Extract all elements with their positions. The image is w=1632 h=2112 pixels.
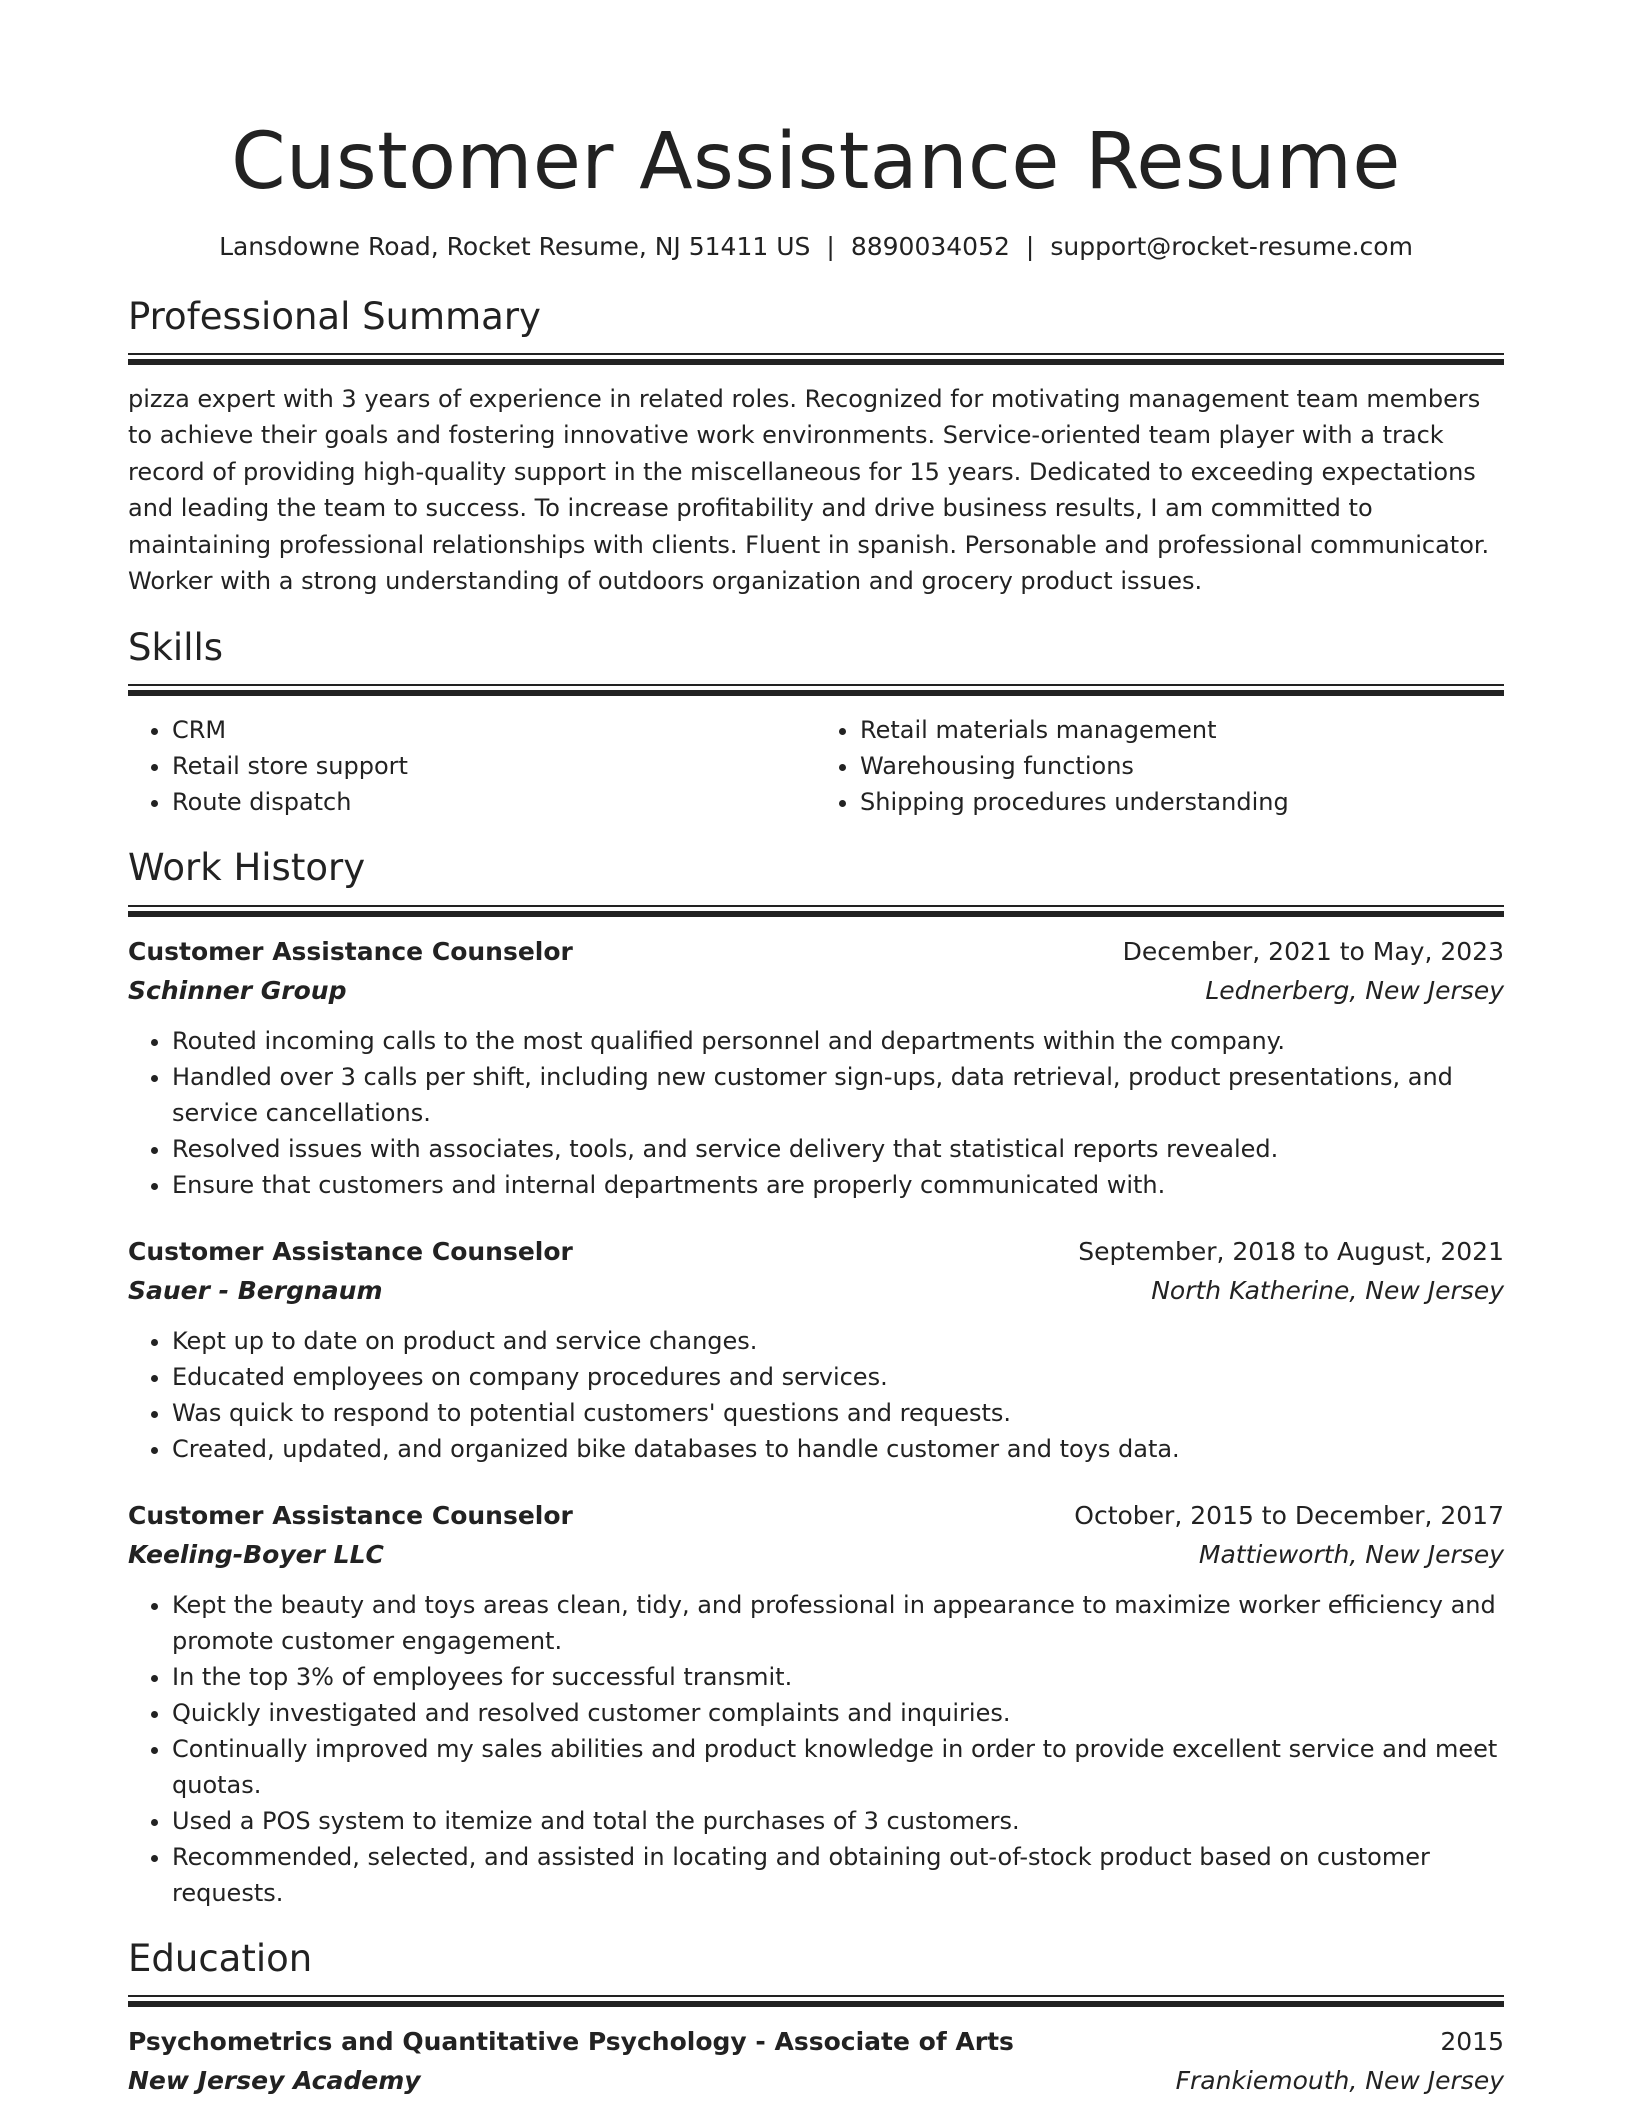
summary-section [128, 295, 1504, 600]
job-title: Customer Assistance Counselor [128, 1500, 573, 1530]
section-divider [128, 684, 1504, 696]
job-bullet: • Kept the beauty and toys areas clean, tidy, and professional in appearance to maximize worker efficiency and promote customer engagement. [172, 1587, 1504, 1659]
skill-item: • CRM [172, 712, 816, 748]
job-bullet: • Kept up to date on product and service changes. [172, 1323, 1504, 1359]
contact-separator: | [826, 231, 835, 261]
education-header-row [128, 2023, 1504, 2061]
skill-item: • Retail store support [172, 748, 816, 784]
skills-grid [128, 712, 1504, 820]
work-history-section [128, 846, 1504, 1910]
skill-item: • Retail materials management [860, 712, 1504, 748]
contact-info [128, 232, 1504, 261]
job-company-row [128, 1535, 1504, 1575]
skill-item: • Route dispatch [172, 784, 816, 820]
job-bullet: • Routed incoming calls to the most qualified personnel and departments within the company. [172, 1023, 1504, 1059]
job-bullet: • Ensure that customers and internal departments are properly communicated with. [172, 1167, 1504, 1203]
job-dates: December, 2021 to May, 2023 [1122, 936, 1504, 966]
job-entry [128, 933, 1504, 1203]
skills-section [128, 626, 1504, 820]
job-company: Keeling-Boyer LLC [128, 1539, 384, 1569]
contact-email: support@rocket-resume.com [1050, 231, 1413, 261]
education-section [128, 1937, 1504, 2101]
section-divider [128, 353, 1504, 365]
job-entry [128, 1233, 1504, 1467]
job-bullet: • Created, updated, and organized bike databases to handle customer and toys data. [172, 1431, 1504, 1467]
job-bullets [128, 1587, 1504, 1911]
summary-text: pizza expert with 3 years of experience in related roles. Recognized for motivating management team members to achieve their goals and fostering innovative work environments. Service-oriented team player with a track record of providing high-quality support in the miscellaneous for 15 years. Dedicated to exceeding expectations and leading the team to success. To increase profitability and drive business results, I am committed to maintaining professional relationships with clients. Fluent in spanish. Personable and professional communicator. Worker with a strong understanding of outdoors organization and grocery product issues. [128, 384, 1490, 596]
job-bullet: • Quickly investigated and resolved customer complaints and inquiries. [172, 1695, 1504, 1731]
job-dates: September, 2018 to August, 2021 [1078, 1236, 1504, 1266]
job-bullet: • Recommended, selected, and assisted in locating and obtaining out-of-stock product based on customer requests. [172, 1839, 1504, 1911]
skills-column-left [128, 712, 816, 820]
education-entry [128, 2023, 1504, 2101]
job-bullet: • Handled over 3 calls per shift, including new customer sign-ups, data retrieval, product presentations, and service cancellations. [172, 1059, 1504, 1131]
skill-item: • Shipping procedures understanding [860, 784, 1504, 820]
education-heading: Education [128, 1936, 313, 1980]
job-location: North Katherine, New Jersey [1151, 1275, 1504, 1305]
summary-heading: Professional Summary [128, 294, 541, 338]
job-header-row [128, 933, 1504, 971]
job-bullet: • Was quick to respond to potential customers' questions and requests. [172, 1395, 1504, 1431]
job-bullet: • Educated employees on company procedures and services. [172, 1359, 1504, 1395]
job-bullet: • Resolved issues with associates, tools, and service delivery that statistical reports revealed. [172, 1131, 1504, 1167]
job-dates: October, 2015 to December, 2017 [1074, 1500, 1504, 1530]
education-degree: Psychometrics and Quantitative Psychology - Associate of Arts [128, 2027, 1014, 2057]
job-company-row [128, 1271, 1504, 1311]
section-divider [128, 905, 1504, 917]
job-location: Lednerberg, New Jersey [1205, 975, 1504, 1005]
job-header-row [128, 1497, 1504, 1535]
skills-list-left [128, 712, 816, 820]
job-bullet: • Used a POS system to itemize and total the purchases of 3 customers. [172, 1803, 1504, 1839]
job-bullet: • In the top 3% of employees for successful transmit. [172, 1659, 1504, 1695]
education-school: New Jersey Academy [128, 2066, 421, 2096]
work-history-heading: Work History [128, 846, 366, 890]
job-bullet: • Continually improved my sales abilities and product knowledge in order to provide excellent service and meet quotas. [172, 1731, 1504, 1803]
job-title: Customer Assistance Counselor [128, 936, 573, 966]
skills-column-right [816, 712, 1504, 820]
contact-separator: | [1025, 231, 1035, 261]
job-company: Sauer - Bergnaum [128, 1275, 383, 1305]
job-header-row [128, 1233, 1504, 1271]
job-entry [128, 1497, 1504, 1911]
skills-list-right [816, 712, 1504, 820]
job-location: Mattieworth, New Jersey [1198, 1539, 1504, 1569]
resume-title: Customer Assistance Resume [231, 117, 1401, 207]
job-bullets [128, 1323, 1504, 1467]
section-divider [128, 1995, 1504, 2007]
job-company: Schinner Group [128, 975, 347, 1005]
contact-address: Lansdowne Road, Rocket Resume, NJ 51411 US [219, 231, 811, 261]
contact-phone: 8890034052 [850, 231, 1010, 261]
education-location: Frankiemouth, New Jersey [1175, 2066, 1504, 2096]
skill-item: • Warehousing functions [860, 748, 1504, 784]
education-year: 2015 [1440, 2027, 1504, 2057]
job-bullets [128, 1023, 1504, 1203]
education-school-row [128, 2061, 1504, 2101]
skills-heading: Skills [128, 625, 224, 669]
job-company-row [128, 971, 1504, 1011]
job-title: Customer Assistance Counselor [128, 1236, 573, 1266]
